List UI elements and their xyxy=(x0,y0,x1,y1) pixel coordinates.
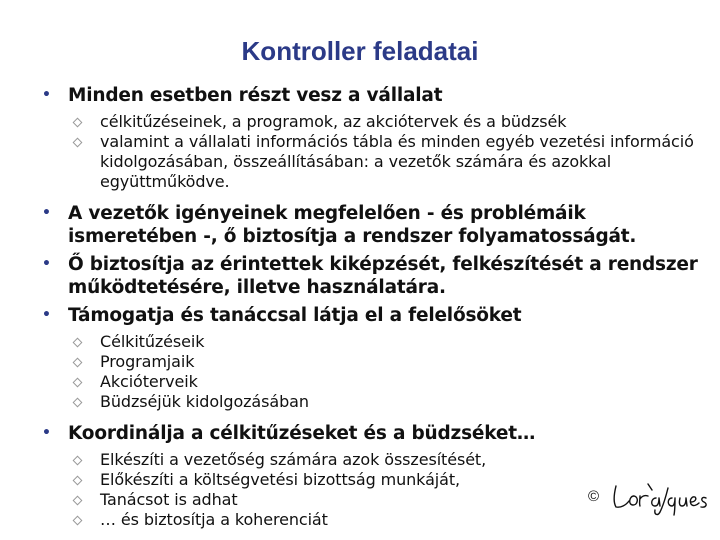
sub-item xyxy=(62,392,712,412)
sub-item-text: Büdzséjük kidolgozásában xyxy=(100,392,309,411)
sub-item-text: Előkészíti a költségvetési bizottság munkáját, xyxy=(100,470,460,489)
sub-item xyxy=(62,112,712,132)
sub-list-1 xyxy=(62,112,712,192)
copyright-symbol: © xyxy=(588,488,600,505)
sub-item-text: Akcióterveik xyxy=(100,372,198,391)
bullet-icon: • xyxy=(42,205,51,221)
sub-item xyxy=(62,450,712,470)
diamond-bullet-icon xyxy=(73,496,83,506)
bullet-item-1 xyxy=(40,84,712,107)
diamond-bullet-icon xyxy=(73,138,83,148)
diamond-bullet-icon xyxy=(73,516,83,526)
sub-item-text: Célkitűzéseik xyxy=(100,332,205,351)
bullet-item-2 xyxy=(40,202,712,248)
diamond-bullet-icon xyxy=(73,378,83,388)
diamond-bullet-icon xyxy=(73,338,83,348)
sub-item-text: … és biztosítja a koherenciát xyxy=(100,510,328,529)
bullet-icon: • xyxy=(42,256,51,272)
diamond-bullet-icon xyxy=(73,456,83,466)
diamond-bullet-icon xyxy=(73,118,83,128)
sub-item xyxy=(62,332,712,352)
bullet-item-4 xyxy=(40,304,712,327)
bullet-item-5 xyxy=(40,422,712,445)
signature-block xyxy=(588,474,712,518)
diamond-bullet-icon xyxy=(73,358,83,368)
bullet-icon: • xyxy=(42,87,51,103)
bullet-text: A vezetők igényeinek megfelelően - és problémáik ismeretében -, ő biztosítja a rendszer folyamatosságát. xyxy=(68,203,637,247)
handwritten-signature xyxy=(588,474,712,518)
sub-item-text: célkitűzéseinek, a programok, az akciótervek és a büdzsék xyxy=(100,112,567,131)
bullet-text: Ő biztosítja az érintettek kiképzését, felkészítését a rendszer működtetésére, illetve használatára. xyxy=(68,254,698,298)
bullet-list xyxy=(40,84,712,540)
sub-item xyxy=(62,132,712,192)
sub-list-4 xyxy=(62,332,712,412)
bullet-text: Támogatja és tanáccsal látja el a felelősöket xyxy=(68,305,522,326)
bullet-icon: • xyxy=(42,425,51,441)
sub-item-text: Elkészíti a vezetőség számára azok összesítését, xyxy=(100,450,487,469)
sub-item-text: Tanácsot is adhat xyxy=(100,490,238,509)
diamond-bullet-icon xyxy=(73,476,83,486)
sub-item-text: Programjaik xyxy=(100,352,195,371)
bullet-icon: • xyxy=(42,307,51,323)
bullet-text: Minden esetben részt vesz a vállalat xyxy=(68,85,443,106)
page-title: Kontroller feladatai xyxy=(241,36,479,66)
sub-item xyxy=(62,352,712,372)
sub-item-text: valamint a vállalati információs tábla és minden egyéb vezetési információ kidolgozásában, összeállításában: a vezetők számára és azokkal együttműködve. xyxy=(100,132,694,191)
diamond-bullet-icon xyxy=(73,398,83,408)
bullet-item-3 xyxy=(40,253,712,299)
bullet-text: Koordinálja a célkitűzéseket és a büdzséket… xyxy=(68,423,536,444)
sub-item xyxy=(62,372,712,392)
